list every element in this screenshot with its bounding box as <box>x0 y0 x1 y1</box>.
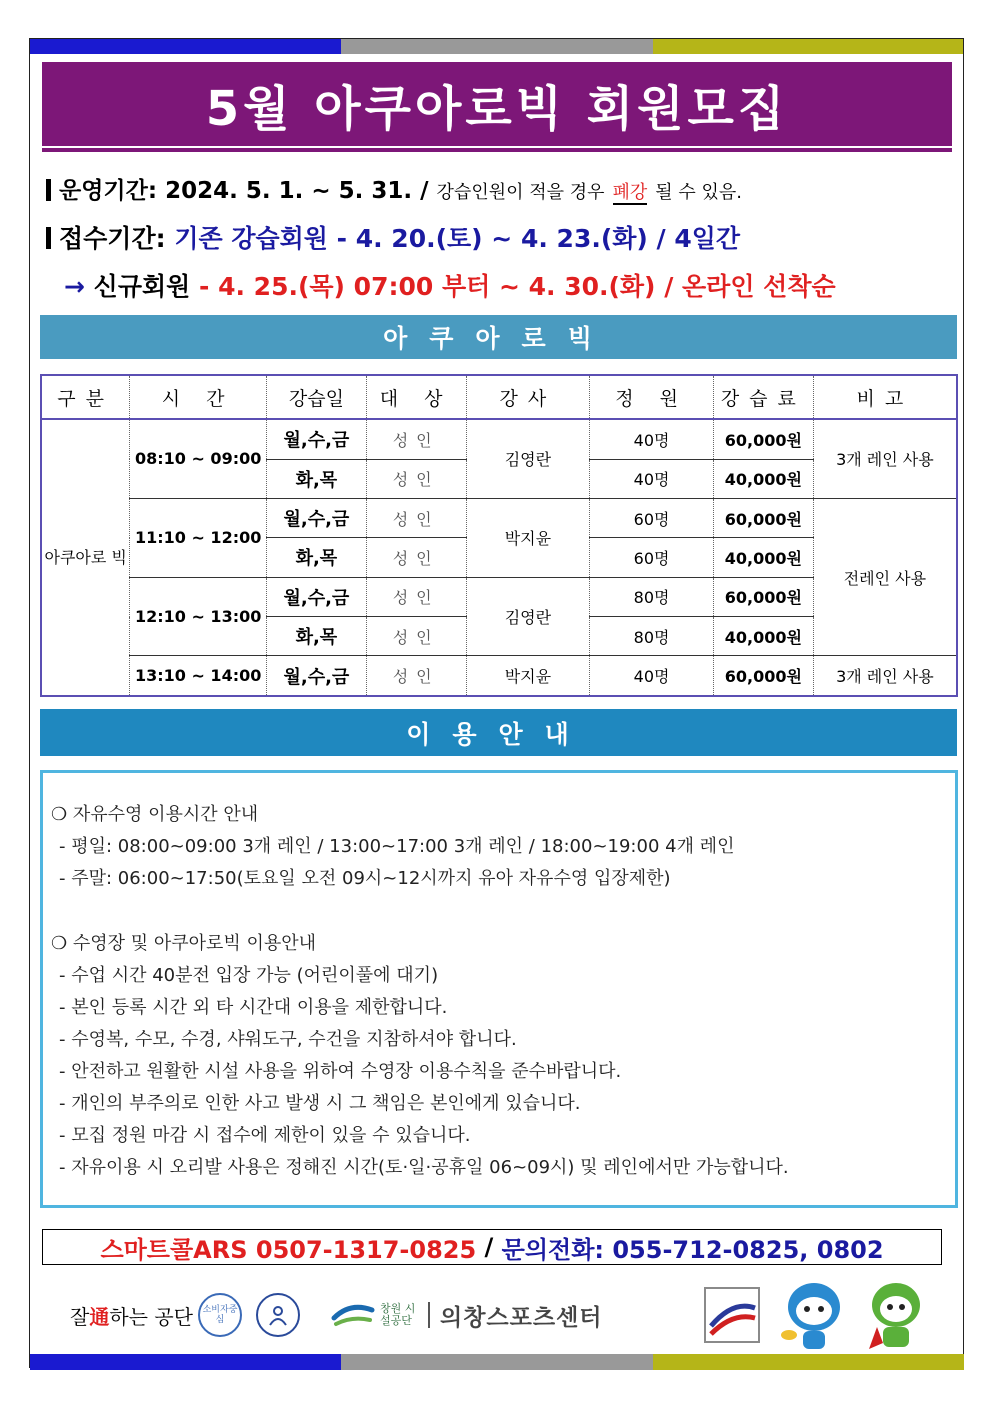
capacity-cell: 60명 <box>590 538 714 577</box>
guide-box <box>40 770 958 1208</box>
ars-number[interactable]: 스마트콜ARS 0507-1317-0825 <box>100 1235 477 1264</box>
logo-divider <box>428 1302 430 1328</box>
fee-cell: 40,000원 <box>713 617 813 656</box>
green-mascot-icon <box>857 1277 935 1353</box>
category-cell: 아쿠아로 빅 <box>44 547 127 567</box>
days-cell: 화,목 <box>267 617 367 656</box>
instructor-cell: 김영란 <box>466 577 590 656</box>
sports-center-name: 의창스포츠센터 <box>440 1304 603 1331</box>
corporation-logo-icon <box>330 1300 376 1330</box>
header-capacity: 정 원 <box>590 375 714 419</box>
contact-bar <box>42 1229 942 1265</box>
certification-badges <box>198 1275 300 1355</box>
schedule-table <box>40 374 958 697</box>
days-cell: 화,목 <box>267 459 367 498</box>
free-swim-weekend: - 주말: 06:00~17:50(토요일 오전 09시~12시까지 유아 자유수영 입장제한) <box>59 868 671 889</box>
guide-item: - 안전하고 원활한 시설 사용을 위하여 수영장 이용수칙을 준수바랍니다. <box>59 1061 622 1082</box>
reception-label: 접수기간: <box>59 224 166 253</box>
slogan-emph: 通 <box>89 1304 110 1329</box>
header-category: 구분 <box>41 375 130 419</box>
fee-cell: 60,000원 <box>713 419 813 459</box>
fee-cell: 40,000원 <box>713 459 813 498</box>
guide-item: - 수영복, 수모, 수경, 샤워도구, 수건을 지참하셔야 합니다. <box>59 1029 517 1050</box>
service-certification-icon <box>703 1286 761 1344</box>
fee-cell: 40,000원 <box>713 538 813 577</box>
days-cell: 화,목 <box>267 538 367 577</box>
header-target: 대 상 <box>366 375 466 419</box>
header-days: 강습일 <box>267 375 367 419</box>
target-cell: 성인 <box>366 538 466 577</box>
free-swim-weekday: - 평일: 08:00~09:00 3개 레인 / 13:00~17:00 3개 레인 / 18:00~19:00 4개 레인 <box>59 836 735 857</box>
days-cell: 월,수,금 <box>267 656 367 696</box>
phone-number[interactable]: 문의전화: 055-712-0825, 0802 <box>501 1235 884 1264</box>
note-cell: 전레인 사용 <box>813 498 957 655</box>
target-cell: 성인 <box>366 459 466 498</box>
guide-item: - 본인 등록 시간 외 타 시간대 이용을 제한합니다. <box>59 997 448 1018</box>
new-member-detail: - 4. 25.(목) 07:00 부터 ~ 4. 30.(화) / 온라인 선착순 <box>199 272 836 301</box>
free-swim-title: ❍ 자유수영 이용시간 안내 <box>51 804 259 825</box>
blue-mascot-icon <box>775 1277 853 1353</box>
arrow-icon: → <box>64 272 85 301</box>
slogan <box>70 1275 193 1355</box>
table-row <box>41 656 957 696</box>
corporation-name: 창원 시설공단 <box>380 1302 416 1327</box>
target-cell: 성인 <box>366 419 466 459</box>
capacity-cell: 40명 <box>590 419 714 459</box>
capacity-cell: 60명 <box>590 498 714 537</box>
capacity-cell: 40명 <box>590 459 714 498</box>
pool-guide-title: ❍ 수영장 및 아쿠아로빅 이용안내 <box>51 933 317 954</box>
period-dates: 2024. 5. 1. ~ 5. 31. / <box>165 178 429 204</box>
center-logo <box>330 1275 603 1355</box>
contact-separator: / <box>476 1233 502 1261</box>
fee-cell: 60,000원 <box>713 656 813 696</box>
target-cell: 성인 <box>366 577 466 616</box>
table-row <box>41 498 957 537</box>
time-cell: 11:10 ~ 12:00 <box>130 498 267 577</box>
capacity-cell: 80명 <box>590 617 714 656</box>
header-fee: 강습료 <box>713 375 813 419</box>
title-underline <box>42 148 952 152</box>
days-cell: 월,수,금 <box>267 577 367 616</box>
bullet-bar <box>46 227 51 249</box>
reception-new <box>64 267 836 303</box>
period-note-suffix: 될 수 있음. <box>655 182 743 203</box>
guide-item: - 개인의 부주의로 인한 사고 발생 시 그 책임은 본인에게 있습니다. <box>59 1093 581 1114</box>
target-cell: 성인 <box>366 498 466 537</box>
header-time: 시 간 <box>130 375 267 419</box>
operation-period <box>46 172 742 205</box>
page-title: 5월 아쿠아로빅 회원모집 <box>42 62 952 146</box>
instructor-cell: 박지윤 <box>466 656 590 696</box>
days-cell: 월,수,금 <box>267 419 367 459</box>
time-cell: 08:10 ~ 09:00 <box>130 419 267 498</box>
period-label: 운영기간: <box>59 178 158 204</box>
slogan-post: 하는 공단 <box>109 1304 193 1329</box>
period-note-prefix: 강습인원이 적을 경우 <box>436 182 605 203</box>
fee-cell: 60,000원 <box>713 498 813 537</box>
new-member-label: 신규회원 <box>93 272 191 301</box>
note-cell: 3개 레인 사용 <box>813 419 957 498</box>
capacity-cell: 80명 <box>590 577 714 616</box>
period-note-emph: 폐강 <box>612 182 648 203</box>
instructor-cell: 김영란 <box>466 419 590 498</box>
mascot-area <box>703 1275 935 1355</box>
time-cell: 12:10 ~ 13:00 <box>130 577 267 656</box>
reception-period <box>46 219 740 255</box>
table-row <box>41 419 957 459</box>
header-instructor: 강사 <box>466 375 590 419</box>
header-note: 비고 <box>813 375 957 419</box>
table-header-row <box>41 375 957 419</box>
fee-cell: 60,000원 <box>713 577 813 616</box>
time-cell: 13:10 ~ 14:00 <box>130 656 267 696</box>
instructor-cell: 박지윤 <box>466 498 590 577</box>
target-cell: 성인 <box>366 617 466 656</box>
human-rights-badge-icon <box>256 1293 300 1337</box>
days-cell: 월,수,금 <box>267 498 367 537</box>
section-guide-header: 이용안내 <box>40 709 957 756</box>
target-cell: 성인 <box>366 656 466 696</box>
capacity-cell: 40명 <box>590 656 714 696</box>
note-cell: 3개 레인 사용 <box>813 656 957 696</box>
guide-item: - 자유이용 시 오리발 사용은 정해진 시간(토·일·공휴일 06~09시) 및 레인에서만 가능합니다. <box>59 1157 789 1178</box>
guide-item: - 모집 정원 마감 시 접수에 제한이 있을 수 있습니다. <box>59 1125 471 1146</box>
bullet-bar <box>46 179 51 201</box>
consumer-centered-badge-icon: 소비자중심 <box>198 1293 242 1337</box>
slogan-pre: 잘 <box>70 1304 90 1329</box>
bottom-color-stripe <box>30 1354 964 1370</box>
section-aquarobic-header: 아쿠아로빅 <box>40 315 957 359</box>
reception-existing: 기존 강습회원 - 4. 20.(토) ~ 4. 23.(화) / 4일간 <box>174 224 741 253</box>
guide-item: - 수업 시간 40분전 입장 가능 (어린이풀에 대기) <box>59 965 439 986</box>
